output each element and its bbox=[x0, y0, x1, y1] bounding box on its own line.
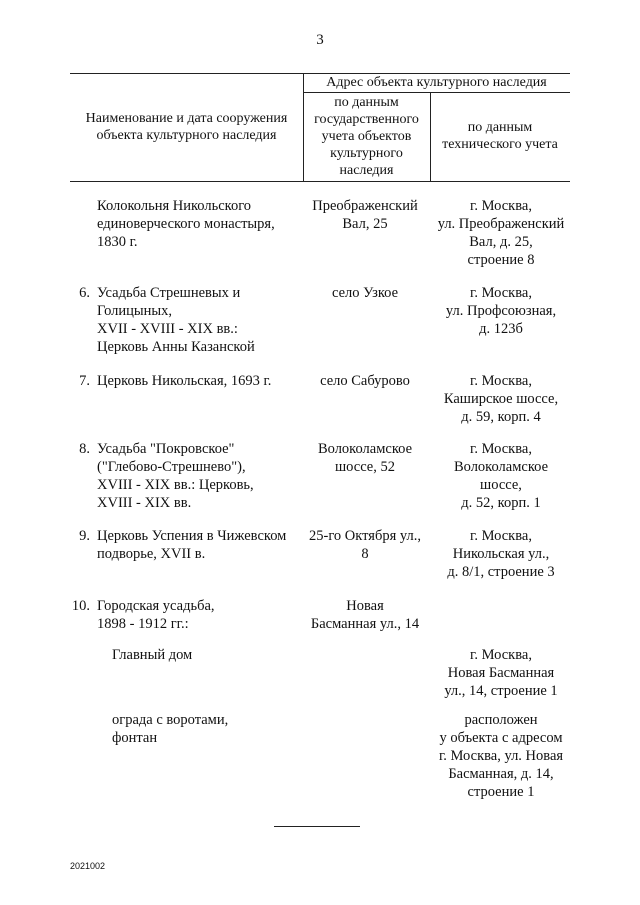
object-name: Колокольня Никольского единоверческого монастыря, 1830 г. bbox=[97, 198, 275, 250]
tech-address: расположен у объекта с адресом г. Москва, ул. Новая Басманная, д. 14, строение 1 bbox=[438, 712, 564, 800]
row-number: 10. bbox=[71, 598, 90, 614]
header-bottom-rule bbox=[70, 181, 570, 182]
state-address: Новая Басманная ул., 14 bbox=[310, 598, 420, 632]
tech-address: г. Москва, Каширское шоссе, д. 59, корп. 4 bbox=[443, 373, 559, 425]
header-address-group: Адрес объекта культурного наследия bbox=[326, 75, 547, 90]
object-name: ограда с воротами, фонтан bbox=[112, 712, 229, 746]
object-name: Главный дом bbox=[112, 647, 193, 663]
header-tech-column: по данным технического учета bbox=[442, 120, 558, 152]
row-number: 9. bbox=[79, 528, 90, 544]
tech-address: г. Москва, Никольская ул., д. 8/1, строение 3 bbox=[447, 528, 555, 580]
document-code: 2021002 bbox=[70, 861, 106, 871]
page-number: 3 bbox=[316, 32, 324, 48]
header-name-column: Наименование и дата сооружения объекта культурного наследия bbox=[85, 111, 288, 143]
object-name: Церковь Успения в Чижевском подворье, XVII в. bbox=[97, 528, 287, 562]
state-address: 25-го Октября ул., 8 bbox=[309, 528, 421, 562]
state-address: село Сабурово bbox=[320, 373, 410, 389]
row-number: 6. bbox=[79, 285, 90, 301]
end-of-document-rule bbox=[274, 826, 360, 827]
state-address: село Узкое bbox=[331, 285, 399, 301]
row-number: 7. bbox=[79, 373, 90, 389]
row-number: 8. bbox=[79, 441, 90, 457]
tech-address: г. Москва, ул. Профсоюзная, д. 123б bbox=[445, 285, 557, 337]
state-address: Волоколамское шоссе, 52 bbox=[317, 441, 413, 475]
state-address: Преображенский Вал, 25 bbox=[312, 198, 418, 232]
object-name: Усадьба Стрешневых и Голицыных, XVII - XVIII - XIX вв.: Церковь Анны Казанской bbox=[97, 285, 255, 355]
header-state-column: по данным государственного учета объектов культурного наследия bbox=[314, 95, 419, 178]
tech-address: г. Москва, Новая Басманная ул., 14, строение 1 bbox=[444, 647, 558, 699]
tech-address: г. Москва, ул. Преображенский Вал, д. 25, строение 8 bbox=[437, 198, 565, 268]
tech-address: г. Москва, Волоколамское шоссе, д. 52, корп. 1 bbox=[453, 441, 549, 511]
object-name: Городская усадьба, 1898 - 1912 гг.: bbox=[97, 598, 215, 632]
object-name: Усадьба "Покровское" ("Глебово-Стрешнево"), XVIII - XIX вв.: Церковь, XVIII - XIX вв. bbox=[97, 441, 254, 511]
object-name: Церковь Никольская, 1693 г. bbox=[97, 373, 272, 389]
address-group-rule bbox=[303, 92, 570, 93]
